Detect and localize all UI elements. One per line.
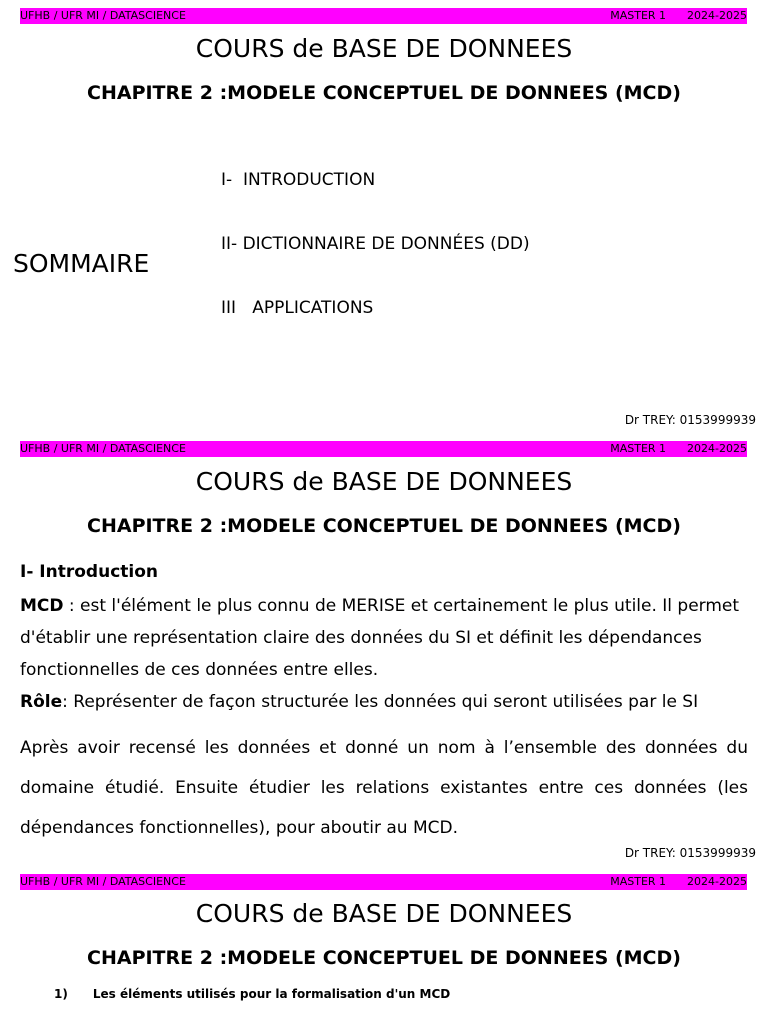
footer-contact: Dr TREY: 0153999939: [624, 846, 756, 860]
chapter-title: CHAPITRE 2 :MODELE CONCEPTUEL DE DONNEES (MCD): [87, 515, 681, 537]
header-bar: [20, 8, 747, 24]
mcd-term: MCD: [20, 596, 64, 616]
header-right: MASTER 1 2024-2025: [610, 9, 747, 22]
toc-item-introduction: I- INTRODUCTION: [221, 170, 376, 190]
toc-item-dictionnaire: II- DICTIONNAIRE DE DONNÉES (DD): [221, 234, 530, 254]
chapter-title: CHAPITRE 2 :MODELE CONCEPTUEL DE DONNEES (MCD): [87, 947, 681, 969]
toc-item-applications: III APPLICATIONS: [221, 298, 374, 318]
header-left: UFHB / UFR MI / DATASCIENCE: [20, 442, 186, 455]
role-term: Rôle: [20, 692, 63, 712]
section-heading: I- Introduction: [20, 562, 159, 582]
header-right: MASTER 1 2024-2025: [610, 875, 747, 888]
header-bar: [20, 441, 747, 457]
footer-contact: Dr TREY: 0153999939: [624, 413, 756, 427]
course-title: COURS de BASE DE DONNEES: [195, 899, 573, 928]
slide-3: [0, 864, 768, 1024]
slide-1: [0, 0, 768, 432]
header-bar: [20, 874, 747, 890]
section-subheading: 1) Les éléments utilisés pour la formalisation d'un MCD: [54, 987, 451, 1001]
header-right: MASTER 1 2024-2025: [610, 442, 747, 455]
course-title: COURS de BASE DE DONNEES: [195, 34, 573, 63]
mcd-text: : est l'élément le plus connu de MERISE et certainement le plus utile. Il permet d'établir une représentation claire des données du SI et définit les dépendances fonctionnelles de ces données entre elles.: [20, 596, 740, 680]
header-left: UFHB / UFR MI / DATASCIENCE: [20, 875, 186, 888]
mcd-definition: [20, 590, 748, 718]
course-title: COURS de BASE DE DONNEES: [195, 467, 573, 496]
sommaire-label: SOMMAIRE: [13, 249, 150, 278]
role-text: : Représenter de façon structurée les données qui seront utilisées par le SI: [62, 692, 699, 712]
slide-2: [0, 432, 768, 864]
header-left: UFHB / UFR MI / DATASCIENCE: [20, 9, 186, 22]
chapter-title: CHAPITRE 2 :MODELE CONCEPTUEL DE DONNEES (MCD): [87, 82, 681, 104]
paragraph-apres: Après avoir recensé les données et donné un nom à l’ensemble des données du domaine étudié. Ensuite étudier les relations existantes entre ces données (les dépendances fonctionnelles), pour aboutir au MCD.: [20, 738, 748, 838]
